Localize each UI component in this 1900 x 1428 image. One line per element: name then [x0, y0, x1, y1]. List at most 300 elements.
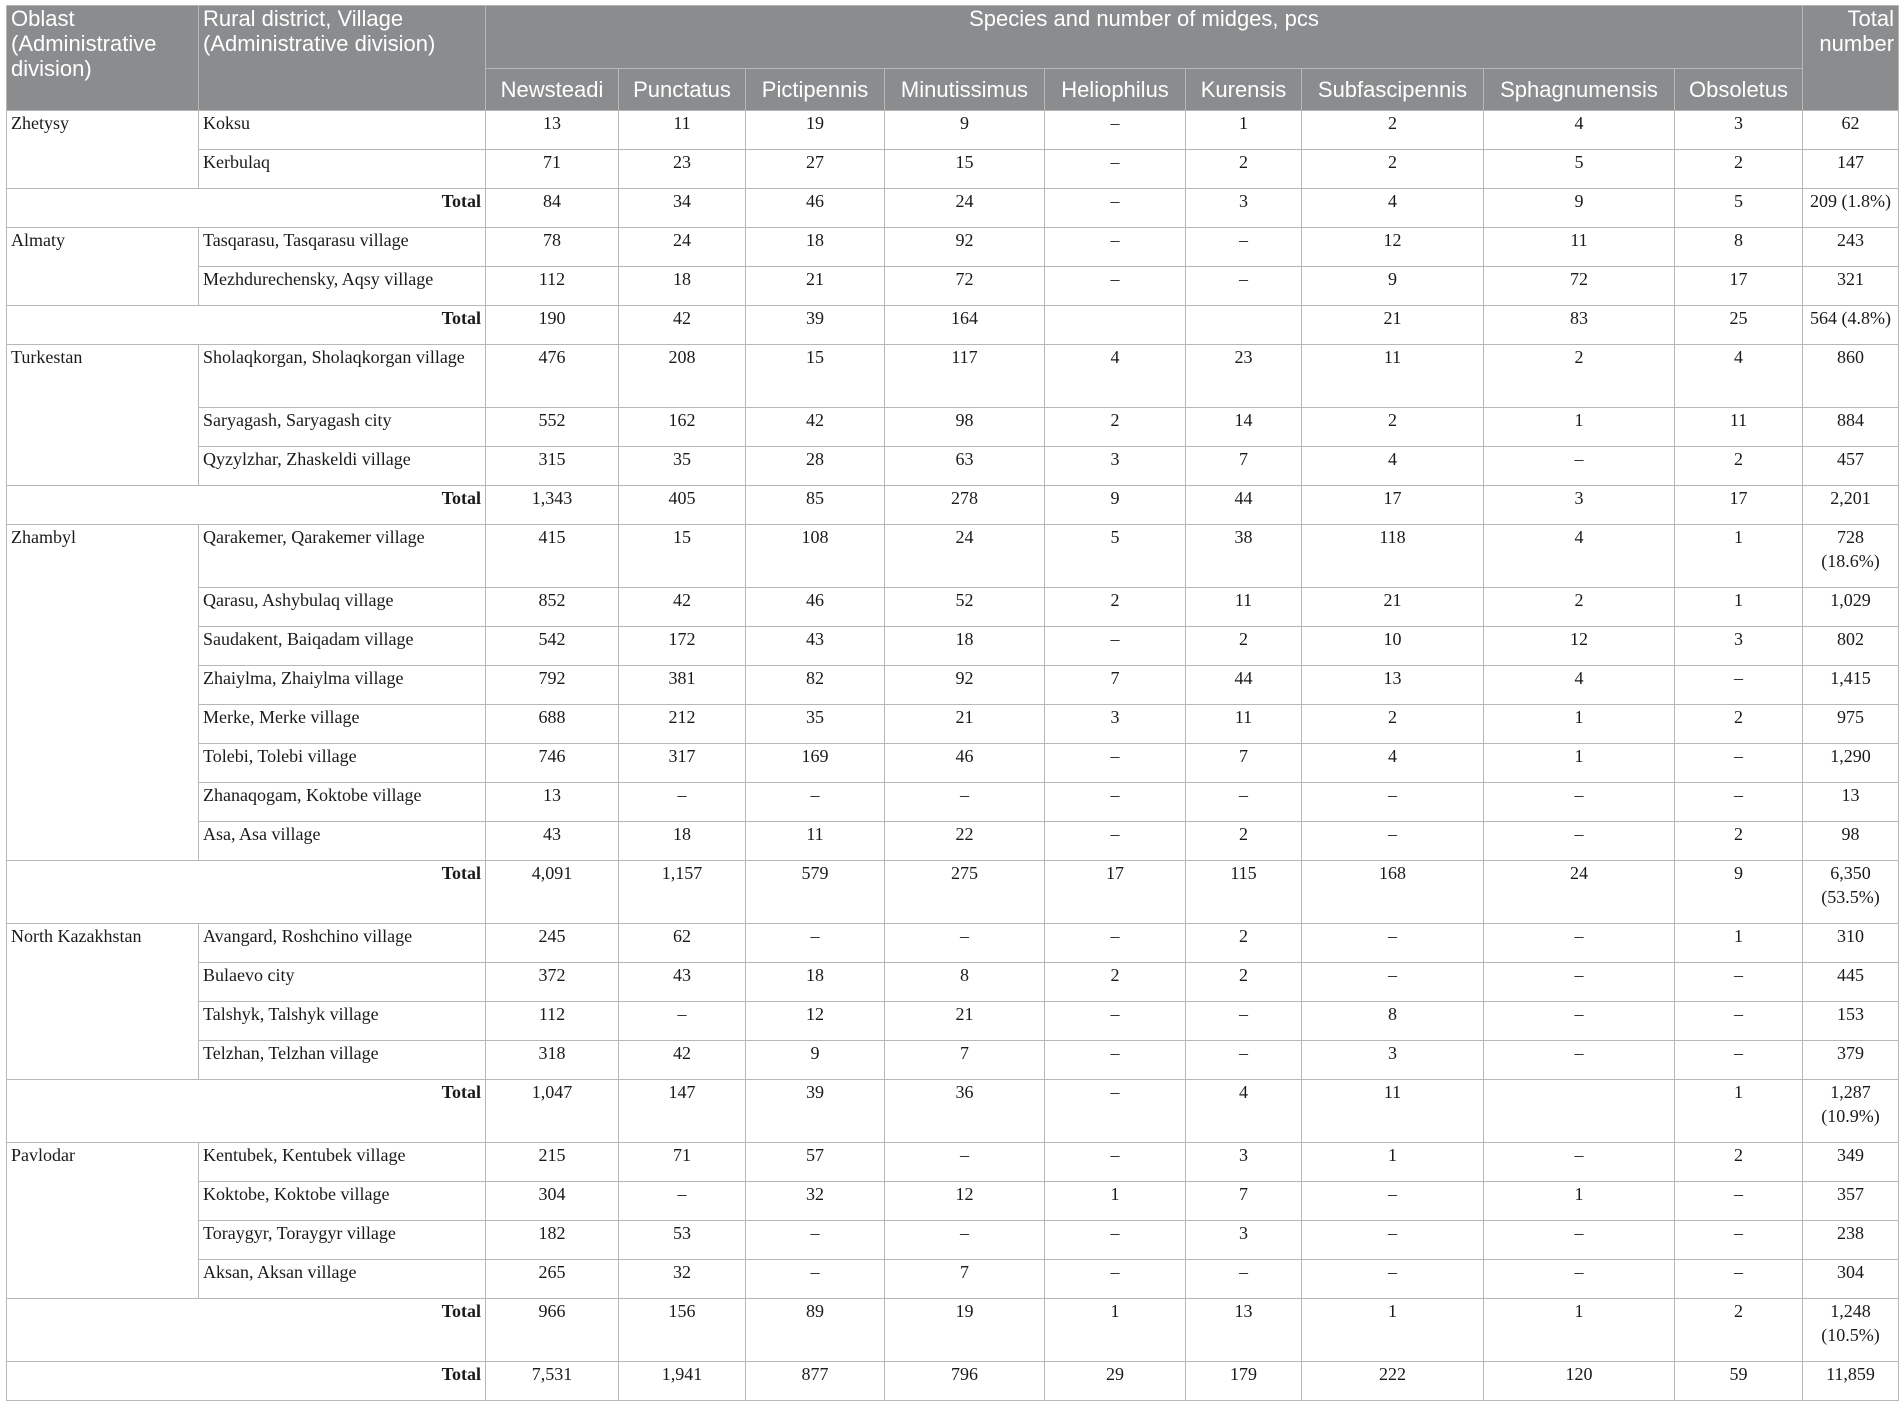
row-total-cell: 457: [1803, 447, 1899, 486]
subtotal-cell: 85: [746, 486, 885, 525]
count-cell: 2: [1045, 588, 1186, 627]
count-cell: 2: [1302, 705, 1484, 744]
count-cell: 18: [619, 822, 746, 861]
count-cell: –: [619, 1002, 746, 1041]
count-cell: 1: [1675, 924, 1803, 963]
count-cell: 169: [746, 744, 885, 783]
count-cell: 3: [1302, 1041, 1484, 1080]
count-cell: 2: [1186, 963, 1302, 1002]
row-total-cell: 62: [1803, 111, 1899, 150]
count-cell: 112: [486, 1002, 619, 1041]
subtotal-label: Total: [7, 861, 486, 924]
subtotal-cell: 42: [619, 306, 746, 345]
district-cell: Asa, Asa village: [199, 822, 486, 861]
table-row: [7, 1182, 1899, 1221]
count-cell: 43: [486, 822, 619, 861]
subtotal-cell: 13: [1186, 1299, 1302, 1362]
district-cell: Tolebi, Tolebi village: [199, 744, 486, 783]
subtotal-cell: 1: [1045, 1299, 1186, 1362]
count-cell: 1: [1484, 744, 1675, 783]
row-total-cell: 349: [1803, 1143, 1899, 1182]
subtotal-cell: 83: [1484, 306, 1675, 345]
table-row: [7, 666, 1899, 705]
count-cell: 17: [1675, 267, 1803, 306]
district-cell: Avangard, Roshchino village: [199, 924, 486, 963]
count-cell: –: [1302, 924, 1484, 963]
oblast-cell: Turkestan: [7, 345, 199, 486]
count-cell: 62: [619, 924, 746, 963]
count-cell: 162: [619, 408, 746, 447]
count-cell: 4: [1302, 744, 1484, 783]
table-row: [7, 111, 1899, 150]
subtotal-cell: 4: [1302, 189, 1484, 228]
count-cell: 7: [1186, 1182, 1302, 1221]
grand-total-cell: 7,531: [486, 1362, 619, 1401]
count-cell: 552: [486, 408, 619, 447]
grand-total-row: [7, 1362, 1899, 1401]
count-cell: 12: [885, 1182, 1045, 1221]
count-cell: –: [885, 924, 1045, 963]
count-cell: –: [1186, 228, 1302, 267]
count-cell: 265: [486, 1260, 619, 1299]
count-cell: 315: [486, 447, 619, 486]
subtotal-cell: 1,047: [486, 1080, 619, 1143]
count-cell: –: [1186, 1002, 1302, 1041]
count-cell: –: [1186, 267, 1302, 306]
count-cell: 2: [1675, 447, 1803, 486]
table-row: [7, 1143, 1899, 1182]
subtotal-label: Total: [7, 1080, 486, 1143]
count-cell: 2: [1186, 150, 1302, 189]
subtotal-cell: 1,157: [619, 861, 746, 924]
header-oblast: Oblast (Administrative division): [7, 6, 199, 111]
count-cell: 1: [1484, 705, 1675, 744]
count-cell: –: [1302, 963, 1484, 1002]
district-cell: Saryagash, Saryagash city: [199, 408, 486, 447]
count-cell: –: [1045, 783, 1186, 822]
count-cell: 32: [746, 1182, 885, 1221]
row-total-cell: 445: [1803, 963, 1899, 1002]
district-cell: Saudakent, Baiqadam village: [199, 627, 486, 666]
count-cell: –: [1484, 1002, 1675, 1041]
count-cell: 3: [1186, 1221, 1302, 1260]
count-cell: 11: [1675, 408, 1803, 447]
subtotal-cell: 405: [619, 486, 746, 525]
count-cell: 2: [1484, 588, 1675, 627]
table-row: [7, 705, 1899, 744]
subtotal-cell: 164: [885, 306, 1045, 345]
subtotal-cell: 190: [486, 306, 619, 345]
count-cell: 12: [1302, 228, 1484, 267]
count-cell: –: [1484, 447, 1675, 486]
count-cell: 118: [1302, 525, 1484, 588]
row-total-cell: 1,415: [1803, 666, 1899, 705]
count-cell: 52: [885, 588, 1045, 627]
count-cell: 1: [1484, 1182, 1675, 1221]
table-row: [7, 924, 1899, 963]
count-cell: –: [1302, 1260, 1484, 1299]
header-species-subfascipennis: Subfascipennis: [1302, 69, 1484, 111]
district-cell: Qarakemer, Qarakemer village: [199, 525, 486, 588]
count-cell: 82: [746, 666, 885, 705]
count-cell: 3: [1045, 447, 1186, 486]
grand-total-sum-cell: 11,859: [1803, 1362, 1899, 1401]
subtotal-cell: 39: [746, 1080, 885, 1143]
subtotal-cell: 2: [1675, 1299, 1803, 1362]
subtotal-cell: 9: [1484, 189, 1675, 228]
district-cell: Sholaqkorgan, Sholaqkorgan village: [199, 345, 486, 408]
count-cell: –: [1675, 666, 1803, 705]
subtotal-cell: 17: [1302, 486, 1484, 525]
count-cell: –: [1045, 924, 1186, 963]
subtotal-row: [7, 861, 1899, 924]
subtotal-cell: 5: [1675, 189, 1803, 228]
count-cell: 542: [486, 627, 619, 666]
subtotal-cell: [1045, 306, 1186, 345]
count-cell: 12: [1484, 627, 1675, 666]
count-cell: –: [619, 1182, 746, 1221]
count-cell: 318: [486, 1041, 619, 1080]
subtotal-total-cell: 564 (4.8%): [1803, 306, 1899, 345]
subtotal-cell: 278: [885, 486, 1045, 525]
count-cell: 14: [1186, 408, 1302, 447]
count-cell: 13: [486, 783, 619, 822]
count-cell: 4: [1484, 666, 1675, 705]
count-cell: 852: [486, 588, 619, 627]
count-cell: 35: [619, 447, 746, 486]
district-cell: Merke, Merke village: [199, 705, 486, 744]
count-cell: 32: [619, 1260, 746, 1299]
count-cell: 13: [486, 111, 619, 150]
header-species-obsoletus: Obsoletus: [1675, 69, 1803, 111]
count-cell: 18: [885, 627, 1045, 666]
district-cell: Mezhdurechensky, Aqsy village: [199, 267, 486, 306]
table-header: [7, 6, 1899, 111]
subtotal-cell: 46: [746, 189, 885, 228]
grand-total-cell: 1,941: [619, 1362, 746, 1401]
oblast-cell: Almaty: [7, 228, 199, 306]
count-cell: –: [1302, 1182, 1484, 1221]
count-cell: 1: [1484, 408, 1675, 447]
count-cell: –: [1675, 1002, 1803, 1041]
header-species-newsteadi: Newsteadi: [486, 69, 619, 111]
count-cell: 23: [619, 150, 746, 189]
row-total-cell: 147: [1803, 150, 1899, 189]
count-cell: 28: [746, 447, 885, 486]
subtotal-cell: 19: [885, 1299, 1045, 1362]
count-cell: 7: [885, 1260, 1045, 1299]
count-cell: 108: [746, 525, 885, 588]
count-cell: 8: [1302, 1002, 1484, 1041]
subtotal-cell: 84: [486, 189, 619, 228]
subtotal-cell: 21: [1302, 306, 1484, 345]
subtotal-total-cell: 1,248 (10.5%): [1803, 1299, 1899, 1362]
table-row: [7, 1041, 1899, 1080]
subtotal-label: Total: [7, 189, 486, 228]
count-cell: 22: [885, 822, 1045, 861]
district-cell: Tasqarasu, Tasqarasu village: [199, 228, 486, 267]
count-cell: 415: [486, 525, 619, 588]
subtotal-cell: 1: [1484, 1299, 1675, 1362]
count-cell: 7: [1186, 744, 1302, 783]
district-cell: Toraygyr, Toraygyr village: [199, 1221, 486, 1260]
count-cell: –: [1484, 783, 1675, 822]
table-row: [7, 783, 1899, 822]
count-cell: 21: [746, 267, 885, 306]
count-cell: 381: [619, 666, 746, 705]
count-cell: 215: [486, 1143, 619, 1182]
count-cell: 46: [746, 588, 885, 627]
count-cell: 2: [1675, 822, 1803, 861]
district-cell: Kentubek, Kentubek village: [199, 1143, 486, 1182]
subtotal-cell: 4,091: [486, 861, 619, 924]
count-cell: –: [1186, 1041, 1302, 1080]
subtotal-cell: 89: [746, 1299, 885, 1362]
count-cell: –: [619, 783, 746, 822]
row-total-cell: 802: [1803, 627, 1899, 666]
count-cell: –: [746, 1260, 885, 1299]
count-cell: –: [1484, 1221, 1675, 1260]
count-cell: 3: [1186, 1143, 1302, 1182]
count-cell: 172: [619, 627, 746, 666]
count-cell: 21: [1302, 588, 1484, 627]
count-cell: 9: [1302, 267, 1484, 306]
count-cell: 98: [885, 408, 1045, 447]
table-row: [7, 1221, 1899, 1260]
count-cell: 4: [1302, 447, 1484, 486]
count-cell: 182: [486, 1221, 619, 1260]
row-total-cell: 98: [1803, 822, 1899, 861]
count-cell: 27: [746, 150, 885, 189]
subtotal-cell: 24: [885, 189, 1045, 228]
district-cell: Talshyk, Talshyk village: [199, 1002, 486, 1041]
table-row: [7, 1002, 1899, 1041]
subtotal-cell: 11: [1302, 1080, 1484, 1143]
count-cell: –: [1045, 1143, 1186, 1182]
grand-total-cell: 796: [885, 1362, 1045, 1401]
count-cell: 53: [619, 1221, 746, 1260]
count-cell: –: [1045, 228, 1186, 267]
count-cell: 3: [1045, 705, 1186, 744]
count-cell: –: [1045, 1002, 1186, 1041]
count-cell: –: [1186, 783, 1302, 822]
grand-total-cell: 29: [1045, 1362, 1186, 1401]
count-cell: 11: [1186, 588, 1302, 627]
count-cell: 11: [1186, 705, 1302, 744]
count-cell: 13: [1302, 666, 1484, 705]
subtotal-cell: 9: [1045, 486, 1186, 525]
subtotal-cell: 115: [1186, 861, 1302, 924]
row-total-cell: 238: [1803, 1221, 1899, 1260]
count-cell: –: [746, 783, 885, 822]
count-cell: 92: [885, 228, 1045, 267]
district-cell: Bulaevo city: [199, 963, 486, 1002]
count-cell: 72: [885, 267, 1045, 306]
row-total-cell: 357: [1803, 1182, 1899, 1221]
count-cell: 2: [1186, 627, 1302, 666]
count-cell: 2: [1302, 111, 1484, 150]
count-cell: 11: [1484, 228, 1675, 267]
header-species-sphagnumensis: Sphagnumensis: [1484, 69, 1675, 111]
district-cell: Qyzylzhar, Zhaskeldi village: [199, 447, 486, 486]
table-row: [7, 588, 1899, 627]
row-total-cell: 1,029: [1803, 588, 1899, 627]
grand-total-cell: 877: [746, 1362, 885, 1401]
count-cell: 4: [1484, 525, 1675, 588]
table-row: [7, 345, 1899, 408]
row-total-cell: 243: [1803, 228, 1899, 267]
subtotal-cell: [1186, 306, 1302, 345]
count-cell: 15: [885, 150, 1045, 189]
header-species-kurensis: Kurensis: [1186, 69, 1302, 111]
count-cell: 2: [1484, 345, 1675, 408]
count-cell: 42: [619, 588, 746, 627]
count-cell: 21: [885, 705, 1045, 744]
count-cell: 7: [885, 1041, 1045, 1080]
count-cell: 9: [885, 111, 1045, 150]
count-cell: –: [1045, 744, 1186, 783]
subtotal-total-cell: 2,201: [1803, 486, 1899, 525]
subtotal-row: [7, 1299, 1899, 1362]
header-species-punctatus: Punctatus: [619, 69, 746, 111]
grand-total-cell: 222: [1302, 1362, 1484, 1401]
count-cell: 72: [1484, 267, 1675, 306]
count-cell: 46: [885, 744, 1045, 783]
midges-table: [6, 5, 1899, 1401]
count-cell: 2: [1045, 408, 1186, 447]
subtotal-cell: 3: [1186, 189, 1302, 228]
row-total-cell: 321: [1803, 267, 1899, 306]
count-cell: –: [1675, 1041, 1803, 1080]
district-cell: Koksu: [199, 111, 486, 150]
count-cell: –: [1675, 963, 1803, 1002]
count-cell: –: [1484, 822, 1675, 861]
row-total-cell: 728 (18.6%): [1803, 525, 1899, 588]
count-cell: –: [1675, 744, 1803, 783]
count-cell: 112: [486, 267, 619, 306]
count-cell: 78: [486, 228, 619, 267]
count-cell: 688: [486, 705, 619, 744]
row-total-cell: 1,290: [1803, 744, 1899, 783]
grand-total-label: Total: [7, 1362, 486, 1401]
subtotal-cell: 17: [1675, 486, 1803, 525]
count-cell: 1: [1186, 111, 1302, 150]
table-body: [7, 111, 1899, 1401]
count-cell: –: [1675, 1260, 1803, 1299]
table-row: [7, 525, 1899, 588]
count-cell: 1: [1675, 525, 1803, 588]
count-cell: 2: [1302, 150, 1484, 189]
grand-total-cell: 179: [1186, 1362, 1302, 1401]
district-cell: Kerbulaq: [199, 150, 486, 189]
count-cell: 35: [746, 705, 885, 744]
count-cell: 8: [1675, 228, 1803, 267]
count-cell: –: [1045, 822, 1186, 861]
count-cell: –: [746, 1221, 885, 1260]
row-total-cell: 379: [1803, 1041, 1899, 1080]
subtotal-row: [7, 486, 1899, 525]
table-row: [7, 267, 1899, 306]
count-cell: –: [1045, 267, 1186, 306]
subtotal-label: Total: [7, 1299, 486, 1362]
district-cell: Koktobe, Koktobe village: [199, 1182, 486, 1221]
header-species-minutissimus: Minutissimus: [885, 69, 1045, 111]
count-cell: –: [1484, 1260, 1675, 1299]
count-cell: 3: [1675, 627, 1803, 666]
table-row: [7, 822, 1899, 861]
count-cell: 44: [1186, 666, 1302, 705]
count-cell: 4: [1484, 111, 1675, 150]
count-cell: 2: [1675, 150, 1803, 189]
header-species-pictipennis: Pictipennis: [746, 69, 885, 111]
count-cell: 7: [1045, 666, 1186, 705]
count-cell: 24: [619, 228, 746, 267]
count-cell: 8: [885, 963, 1045, 1002]
count-cell: –: [885, 1221, 1045, 1260]
row-total-cell: 153: [1803, 1002, 1899, 1041]
count-cell: 5: [1045, 525, 1186, 588]
subtotal-cell: 1: [1675, 1080, 1803, 1143]
count-cell: 1: [1675, 588, 1803, 627]
count-cell: –: [1045, 1221, 1186, 1260]
row-total-cell: 975: [1803, 705, 1899, 744]
count-cell: –: [746, 924, 885, 963]
count-cell: 15: [619, 525, 746, 588]
count-cell: 9: [746, 1041, 885, 1080]
count-cell: 15: [746, 345, 885, 408]
count-cell: 4: [1045, 345, 1186, 408]
count-cell: 21: [885, 1002, 1045, 1041]
count-cell: –: [1302, 1221, 1484, 1260]
table-row: [7, 744, 1899, 783]
oblast-cell: Zhetysy: [7, 111, 199, 189]
subtotal-cell: 39: [746, 306, 885, 345]
count-cell: 7: [1186, 447, 1302, 486]
count-cell: –: [1484, 1041, 1675, 1080]
count-cell: –: [1186, 1260, 1302, 1299]
count-cell: 2: [1675, 1143, 1803, 1182]
count-cell: –: [885, 783, 1045, 822]
count-cell: 18: [746, 963, 885, 1002]
count-cell: –: [1045, 1041, 1186, 1080]
count-cell: –: [885, 1143, 1045, 1182]
table-row: [7, 627, 1899, 666]
header-total-number: Total number: [1803, 6, 1899, 111]
subtotal-row: [7, 306, 1899, 345]
count-cell: 24: [885, 525, 1045, 588]
count-cell: –: [1484, 963, 1675, 1002]
subtotal-cell: 579: [746, 861, 885, 924]
count-cell: 18: [619, 267, 746, 306]
count-cell: 11: [746, 822, 885, 861]
count-cell: 38: [1186, 525, 1302, 588]
subtotal-cell: 275: [885, 861, 1045, 924]
count-cell: –: [1045, 627, 1186, 666]
count-cell: 23: [1186, 345, 1302, 408]
subtotal-cell: 1,343: [486, 486, 619, 525]
count-cell: 11: [619, 111, 746, 150]
count-cell: 43: [746, 627, 885, 666]
count-cell: 208: [619, 345, 746, 408]
subtotal-row: [7, 1080, 1899, 1143]
count-cell: 42: [746, 408, 885, 447]
count-cell: –: [1302, 783, 1484, 822]
row-total-cell: 860: [1803, 345, 1899, 408]
row-total-cell: 304: [1803, 1260, 1899, 1299]
count-cell: –: [1045, 1260, 1186, 1299]
subtotal-cell: 25: [1675, 306, 1803, 345]
subtotal-total-cell: 209 (1.8%): [1803, 189, 1899, 228]
